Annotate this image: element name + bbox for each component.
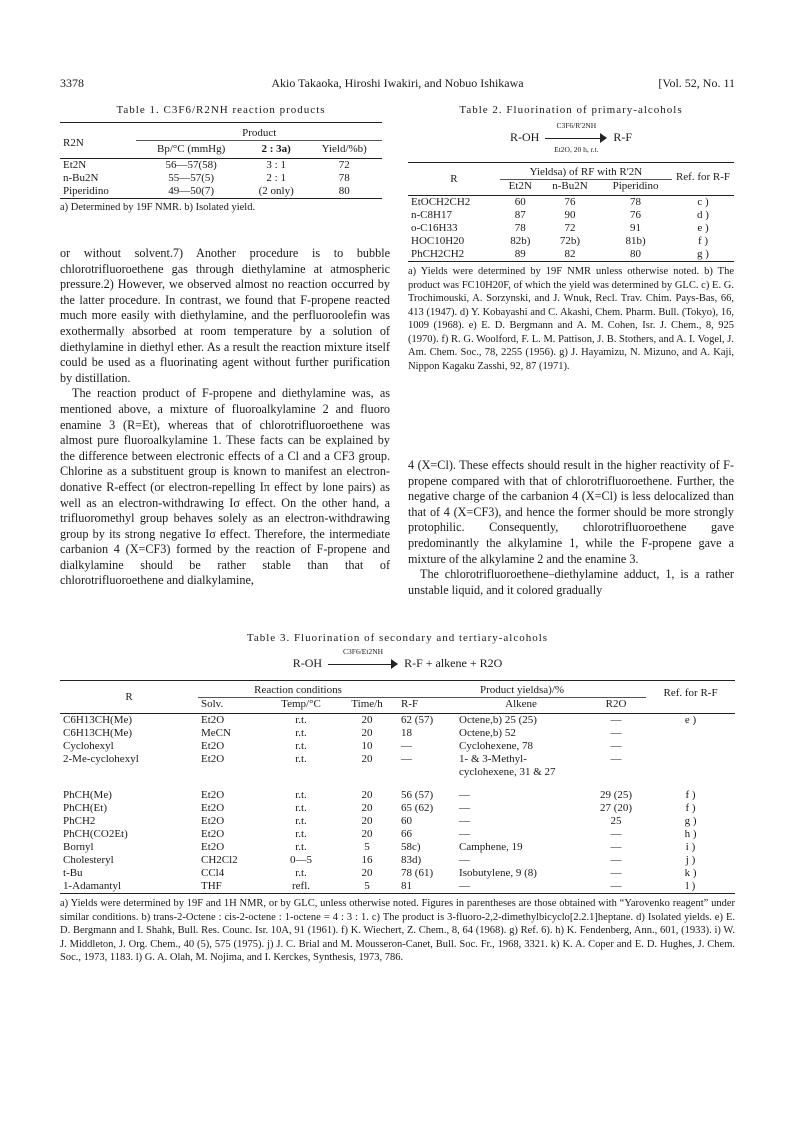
table2-header-yields: Yieldsa) of RF with R'2N (529, 166, 643, 178)
cell-temp: r.t. (295, 753, 307, 765)
cell-r: PhCH2 (63, 815, 96, 827)
table-row (60, 727, 735, 740)
table1-header-yield: Yield/%b) (306, 141, 382, 159)
cell-solvent: Et2O (201, 815, 225, 827)
table-row (408, 222, 734, 235)
cell-solvent: Et2O (201, 789, 225, 801)
cell-piperidino: 81b) (625, 235, 646, 247)
cell-r: HOC10H20 (411, 235, 465, 247)
table2-header-piperidino: Piperidino (599, 180, 672, 196)
table-row (408, 196, 734, 210)
cell-rf: 56 (57) (401, 789, 434, 801)
cell-temp: refl. (291, 880, 310, 892)
table-row (60, 802, 735, 815)
cell-r: t-Bu (63, 867, 83, 879)
table2-scheme (408, 121, 734, 155)
cell-solvent: Et2O (201, 841, 225, 853)
right-column-text (408, 458, 734, 598)
table-row (60, 740, 735, 753)
reaction-arrow-icon (545, 121, 607, 155)
cell-r2o: — (610, 727, 622, 739)
cell-bp: 56—57(58) (165, 159, 217, 171)
cell-temp: r.t. (295, 727, 307, 739)
cell-rf: — (401, 740, 413, 752)
cell-ref: e ) (697, 222, 709, 234)
cell-ref: k ) (684, 867, 697, 879)
cell-time: 20 (361, 802, 373, 814)
left-paragraph-2: The reaction product of F-propene and diethylamine was, as mentioned above, a mixture of fluoroalkylamine 2 and fluoro enamine 3 (R=Et), whereas that of chlorotrifluoroethene was almost pure fluoroalkylamine 1. These facts can be explained by the difference between electronic effects of a Cl and a CF3 group. Chlorine as a substituent group is known to manifest an electron-donative R-effect (or electron-repelling Iπ effect by lone pairs) as well as an electron-withdrawing Iσ effect. On the other hand, a trifluoromethyl group behaves solely as an electron-withdrawing group by its strong negative Iσ effect. Therefore, the intermediate carbanion 4 (X=CF3) formed by the reaction of F-propene and dialkylamine should be rather stable than that of chlorotrifluoroethene and dialkylamine, (60, 386, 390, 588)
cell-et2n: 87 (514, 209, 526, 221)
table-row (60, 828, 735, 841)
table3-header-ref: Ref. for R-F (663, 687, 718, 699)
cell-alkene: Isobutylene, 9 (8) (459, 867, 537, 879)
cell-alkene: — (459, 854, 471, 866)
right-paragraph-2: The chlorotrifluoroethene–diethylamine adduct, 1, is a rather unstable liquid, and it colored gradually (408, 567, 734, 597)
cell-time: 20 (361, 727, 373, 739)
cell-r: PhCH2CH2 (411, 248, 465, 260)
cell-time: 20 (361, 815, 373, 827)
table-row (60, 854, 735, 867)
cell-r: Cholesteryl (63, 854, 114, 866)
table3-scheme (60, 647, 735, 674)
cell-bu2n: 72 (564, 222, 576, 234)
table-row (408, 235, 734, 248)
table2 (408, 104, 734, 373)
cell-time: 20 (361, 828, 373, 840)
cell-r: o-C16H33 (411, 222, 458, 234)
cell-rf: — (401, 753, 413, 765)
cell-temp: r.t. (295, 714, 307, 726)
cell-ratio: 2 : 1 (266, 172, 286, 184)
cell-r: PhCH(Et) (63, 802, 107, 814)
table1-header-bp: Bp/°C (mmHg) (136, 141, 245, 159)
table2-footnote: a) Yields were determined by 19F NMR unless otherwise noted. b) The product was FC10H20F, of which the yield was determined by GLC. c) E. G. Trochimouski, A. Sorzynski, and J. Wnuk, Recl. Trav. Chim. Pays-Bas, 66, 413 (1947). d) Y. Kobayashi and C. Akashi, Chem. Pharm. Bull. (Tokyo), 16, 1009 (1968). e) E. D. Bergmann and A. M. Cohen, Isr. J. Chem., 8, 925 (1970). f) R. G. Woolford, F. L. M. Pattison, J. B. Stothers, and A. I. Vogel, J. Am. Chem. Soc., 78, 2255 (1956). g) J. Hayamizu, N. Mizuno, and A. Kaji, Nippon Kagaku Zasshi, 92, 87 (1971). (408, 266, 734, 372)
cell-alkene: — (459, 880, 471, 892)
cell-solvent: Et2O (201, 714, 225, 726)
cell-temp: r.t. (295, 740, 307, 752)
table2-header-r: R (450, 173, 458, 185)
cell-rf: 60 (401, 815, 413, 827)
table2-scheme-right: R-F (613, 130, 633, 144)
cell-piperidino: 78 (630, 196, 642, 208)
cell-time: 10 (361, 740, 373, 752)
cell-r2o: — (610, 841, 622, 853)
cell-r2o: — (610, 854, 622, 866)
cell-et2n: 82b) (510, 235, 531, 247)
cell-rf: 62 (57) (401, 714, 434, 726)
cell-rf: 83d) (401, 854, 422, 866)
table-row (60, 159, 382, 173)
cell-ref: g ) (684, 815, 697, 827)
cell-alkene: — (459, 815, 471, 827)
cell-time: 16 (361, 854, 373, 866)
table3-scheme-left: R-OH (292, 656, 323, 670)
cell-bu2n: 72b) (559, 235, 581, 247)
table1 (60, 104, 382, 215)
cell-r2o: — (610, 867, 622, 879)
cell-r2o: 27 (20) (600, 802, 633, 814)
cell-alkene: 1- & 3-Methyl-cyclohexene, 31 & 27 (459, 753, 556, 778)
cell-ref: e ) (684, 714, 697, 726)
table3-header-alkene: Alkene (456, 698, 586, 714)
cell-r: 2-Me-cyclohexyl (63, 753, 139, 765)
table3 (60, 632, 735, 965)
cell-r2o: — (610, 714, 622, 726)
cell-r: PhCH(CO2Et) (63, 828, 128, 840)
cell-solvent: CH2Cl2 (201, 854, 238, 866)
table3-header-r: R (125, 691, 133, 703)
cell-yield: 80 (338, 185, 350, 197)
cell-time: 20 (361, 714, 373, 726)
table2-caption: Table 2. Fluorination of primary-alcohols (459, 104, 683, 116)
cell-piperidino: 80 (630, 248, 642, 260)
table-row (60, 841, 735, 854)
table3-footnote: a) Yields were determined by 19F and 1H NMR, or by GLC, unless otherwise noted. Figures in parentheses are those obtained with “Yarovenko reagent” under similar conditions. b) trans-2-Octene : cis-2-octene : 1-octene = 4 : 3 : 1. c) The product is 3-fluoro-2,2-dimethylbicyclo[2.2.1]heptane. d) Isolated yields. e) E. D. Bergmann and I. Shahk, Bull. Res. Counc. Isr. 10A, 91 (1961). f) K. Wiechert, Z. Chem., 8, 64 (1968). g) Ref. 6). h) K. Fendenberg, Ann., 601, (1933). i) W. J. Middleton, J. Org. Chem., 40 (5), 575 (1975). j) J. C. Brial and M. Mousseron-Canet, Bull. Soc. Fr., 1968, 3321. k) K. A. Coper and E. D. Hughes, J. Chem. Soc., 1973, 1183. l) G. A. Olah, M. Nojima, and I. Kerckes, Synthesis, 1973, 786. (60, 898, 735, 963)
cell-r2o: 29 (25) (600, 789, 633, 801)
cell-rf: 78 (61) (401, 867, 434, 879)
cell-amine: n-Bu2N (63, 172, 99, 184)
cell-bp: 55—57(5) (168, 172, 215, 184)
cell-r: EtOCH2CH2 (411, 196, 471, 208)
cell-solvent: MeCN (201, 727, 231, 739)
cell-ref: f ) (685, 789, 696, 801)
table-row (60, 815, 735, 828)
right-paragraph-1: 4 (X=Cl). These effects should result in the higher reactivity of F-propene compared with that of chlorotrifluoroethene. Further, the negative charge of the carbanion 4 (X=Cl) is less delocalized than that of 4 (X=CF3), and hence the former should be more strongly protophilic. Consequently, chlorotrifluoroethene gave predominantly the alkylamine 1, while the F-propene gave a mixture of the alkylamine 2 and the enamine 3. (408, 458, 734, 566)
cell-ref: f ) (697, 235, 709, 247)
cell-yield: 78 (338, 172, 350, 184)
cell-r: C6H13CH(Me) (63, 727, 133, 739)
table3-header-r2o: R2O (586, 698, 646, 714)
cell-solvent: Et2O (201, 828, 225, 840)
cell-piperidino: 91 (630, 222, 642, 234)
cell-ref: j ) (685, 854, 696, 866)
cell-time: 5 (364, 841, 370, 853)
table3-header-time: Time/h (336, 698, 398, 714)
cell-solvent: Et2O (201, 740, 225, 752)
cell-ref: l ) (685, 880, 696, 892)
cell-et2n: 89 (514, 248, 526, 260)
cell-r: Cyclohexyl (63, 740, 114, 752)
cell-solvent: THF (201, 880, 222, 892)
table-row (408, 248, 734, 262)
reaction-arrow-icon (328, 647, 398, 670)
table1-caption: Table 1. C3F6/R2NH reaction products (116, 104, 326, 116)
cell-r: C6H13CH(Me) (63, 714, 133, 726)
cell-temp: 0—5 (290, 854, 312, 866)
table1-footnote: a) Determined by 19F NMR. b) Isolated yield. (60, 202, 256, 213)
cell-ref: h ) (684, 828, 697, 840)
table3-scheme-right: R-F + alkene + R2O (404, 656, 503, 670)
cell-ratio: 3 : 1 (266, 159, 286, 171)
cell-alkene: Cyclohexene, 78 (459, 740, 533, 752)
cell-ratio: (2 only) (258, 185, 294, 197)
table2-header-ref: Ref. for R-F (675, 171, 731, 183)
cell-time: 20 (361, 753, 373, 765)
table-row (60, 714, 735, 728)
cell-solvent: Et2O (201, 753, 225, 765)
table3-header-conditions: Reaction conditions (254, 684, 342, 696)
table-row (60, 172, 382, 185)
cell-ref (646, 740, 735, 753)
cell-alkene: Octene,b) 52 (459, 727, 516, 739)
table2-scheme-reagent: C3F6/R'2NH (556, 121, 597, 131)
cell-r: Bornyl (63, 841, 94, 853)
cell-r2o: — (610, 880, 622, 892)
cell-r2o: — (610, 828, 622, 840)
cell-solvent: Et2O (201, 802, 225, 814)
table-row (408, 209, 734, 222)
cell-r: n-C8H17 (411, 209, 452, 221)
cell-temp: r.t. (295, 802, 307, 814)
cell-alkene: Camphene, 19 (459, 841, 523, 853)
table1-grid (60, 122, 382, 199)
cell-r: PhCH(Me) (63, 789, 112, 801)
cell-piperidino: 76 (630, 209, 642, 221)
cell-temp: r.t. (295, 828, 307, 840)
cell-solvent: CCl4 (201, 867, 225, 879)
table2-header-et2n: Et2N (500, 180, 541, 196)
cell-et2n: 78 (514, 222, 526, 234)
table1-header-ratio: 2 : 3a) (246, 141, 307, 159)
cell-ref: i ) (685, 841, 696, 853)
cell-rf: 65 (62) (401, 802, 434, 814)
table-row (60, 880, 735, 894)
cell-alkene: — (459, 789, 471, 801)
cell-bp: 49—50(7) (168, 185, 215, 197)
cell-rf: 81 (401, 880, 413, 892)
table1-header-r: R2N (63, 137, 84, 149)
cell-time: 20 (361, 867, 373, 879)
running-header (60, 76, 735, 92)
cell-temp: r.t. (295, 815, 307, 827)
cell-ref: c ) (697, 196, 709, 208)
cell-amine: Piperidino (63, 185, 109, 197)
table-row (60, 867, 735, 880)
cell-ref (646, 727, 735, 740)
cell-r2o: — (610, 740, 622, 752)
cell-ref: d ) (697, 209, 709, 221)
author-line: Akio Takaoka, Hiroshi Iwakiri, and Nobuo Ishikawa (271, 76, 524, 90)
cell-r: 1-Adamantyl (63, 880, 122, 892)
table3-caption: Table 3. Fluorination of secondary and tertiary-alcohols (246, 632, 549, 644)
cell-ref: g ) (697, 248, 709, 260)
cell-temp: r.t. (295, 867, 307, 879)
cell-yield: 72 (338, 159, 350, 171)
table2-header-bu2n: n-Bu2N (541, 180, 599, 196)
cell-time: 20 (361, 789, 373, 801)
left-column-text (60, 246, 390, 589)
table-row (60, 779, 735, 802)
left-paragraph-1: or without solvent.7) Another procedure is to bubble chlorotrifluoroethene gas through diethylamine at atmospheric pressure.2) However, we observed almost no reaction occurred by the latter procedure. In contrast, we found that F-propene reacted much more easily with diethylamine, and the perfluoroolefin was exothermally absorbed at room temperature by a solution of diethylamine in diethyl ether. As a result the reaction mixture itself could be used as a fluorinating agent without further purification by distillation. (60, 246, 390, 385)
cell-alkene: — (459, 802, 471, 814)
cell-bu2n: 90 (564, 209, 576, 221)
cell-rf: 66 (401, 828, 413, 840)
cell-temp: r.t. (295, 841, 307, 853)
table3-header-products: Product yieldsa)/% (480, 684, 565, 696)
table3-header-temp: Temp/°C (266, 698, 336, 714)
cell-ref (646, 753, 735, 779)
table1-header-product: Product (242, 127, 277, 139)
cell-alkene: Octene,b) 25 (25) (459, 714, 537, 726)
cell-rf: 18 (401, 727, 413, 739)
cell-amine: Et2N (63, 159, 87, 171)
table3-scheme-reagent: C3F6/Et2NH (343, 647, 384, 657)
cell-rf: 58c) (401, 841, 421, 853)
cell-bu2n: 82 (564, 248, 576, 260)
cell-time: 5 (364, 880, 370, 892)
table-row (60, 185, 382, 199)
cell-ref: f ) (685, 802, 696, 814)
page-number: 3378 (60, 76, 84, 90)
table2-grid (408, 162, 734, 262)
cell-temp: r.t. (295, 789, 307, 801)
table3-grid (60, 680, 735, 894)
table3-header-rf: R-F (398, 698, 456, 714)
table2-scheme-conditions: Et2O, 20 h, r.t. (554, 145, 599, 155)
cell-et2n: 60 (514, 196, 526, 208)
cell-bu2n: 76 (564, 196, 576, 208)
cell-r2o: 25 (610, 815, 622, 827)
table3-header-solv: Solv. (198, 698, 266, 714)
cell-r2o: — (610, 753, 622, 765)
volume-info: [Vol. 52, No. 11 (658, 76, 735, 90)
table-row (60, 753, 735, 779)
cell-alkene: — (459, 828, 471, 840)
table2-scheme-left: R-OH (509, 130, 540, 144)
